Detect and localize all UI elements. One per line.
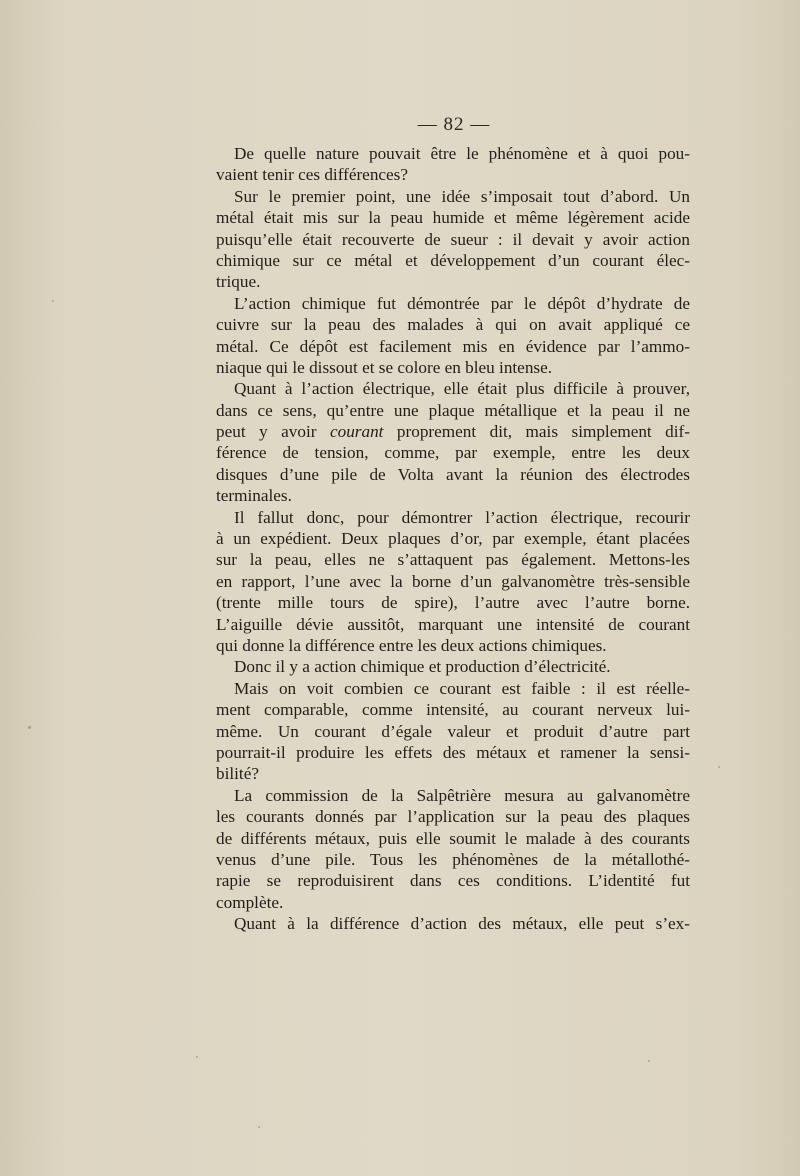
- text-line: [216, 421, 690, 442]
- text-line: complète.: [216, 892, 284, 912]
- text-line: niaque qui le dissout et se colore en bleu intense.: [216, 357, 553, 377]
- italic-word: courant: [329, 422, 384, 442]
- text-line: même. Un courant d’égale valeur et produit d’autre part: [216, 721, 690, 741]
- text-line: rapie se reproduisirent dans ces conditions. L’identité fut: [216, 871, 690, 891]
- text-line: (trente mille tours de spire), l’autre avec l’autre borne.: [216, 593, 690, 613]
- text-segment: proprement dit, mais simplement dif-: [383, 422, 690, 442]
- text-segment: peut y avoir: [216, 422, 330, 442]
- text-line: de différents métaux, puis elle soumit le malade à des courants: [216, 828, 690, 848]
- text-line: métal était mis sur la peau humide et même légèrement acide: [216, 208, 690, 228]
- text-line: trique.: [216, 272, 261, 292]
- text-line: ment comparable, comme intensité, au courant nerveux lui-: [216, 700, 690, 720]
- text-line: L’aiguille dévie aussitôt, marquant une intensité de courant: [216, 614, 690, 634]
- text-line: les courants donnés par l’application sur la peau des plaques: [216, 807, 690, 827]
- text-line: Quant à l’action électrique, elle était plus difficile à prouver,: [234, 379, 690, 399]
- text-line: en rapport, l’une avec la borne d’un galvanomètre très-sensible: [216, 571, 690, 591]
- text-line: cuivre sur la peau des malades à qui on avait appliqué ce: [216, 315, 690, 335]
- paper-speck: [196, 1056, 198, 1058]
- text-line: disques d’une pile de Volta avant la réunion des électrodes: [216, 464, 690, 484]
- text-line: Donc il y a action chimique et production d’électricité.: [234, 657, 611, 677]
- text-line: venus d’une pile. Tous les phénomènes de la métallothé-: [216, 849, 690, 869]
- text-line: vaient tenir ces différences?: [216, 165, 408, 185]
- text-line: chimique sur ce métal et développement d’un courant élec-: [216, 250, 690, 270]
- text-line: dans ce sens, qu’entre une plaque métallique et la peau il ne: [216, 400, 690, 420]
- text-line: à un expédient. Deux plaques d’or, par exemple, étant placées: [216, 529, 690, 549]
- text-line: Mais on voit combien ce courant est faible : il est réelle-: [234, 678, 690, 698]
- text-line: puisqu’elle était recouverte de sueur : il devait y avoir action: [216, 229, 690, 249]
- text-line: férence de tension, comme, par exemple, entre les deux: [216, 443, 690, 463]
- text-line: De quelle nature pouvait être le phénomène et à quoi pou-: [234, 144, 690, 163]
- paper-speck: [648, 1060, 650, 1062]
- paper-speck: [52, 300, 54, 302]
- text-line: métal. Ce dépôt est facilement mis en évidence par l’ammo-: [216, 336, 690, 356]
- text-line: qui donne la différence entre les deux actions chimiques.: [216, 635, 607, 655]
- paper-speck: [718, 766, 720, 768]
- text-line: Il fallut donc, pour démontrer l’action électrique, recourir: [234, 507, 690, 527]
- text-line: Quant à la différence d’action des métaux, elle peut s’ex-: [234, 914, 690, 934]
- text-line: L’action chimique fut démontrée par le dépôt d’hydrate de: [234, 293, 690, 313]
- paper-speck: [258, 1126, 260, 1128]
- text-line: bilité?: [216, 764, 259, 784]
- paper-speck: [28, 726, 31, 729]
- text-line: La commission de la Salpêtrière mesura au galvanomètre: [234, 785, 690, 805]
- body-text: [216, 143, 690, 934]
- text-line: sur la peau, elles ne s’attaquent pas également. Mettons-les: [216, 550, 690, 570]
- text-line: pourrait-il produire les effets des métaux et ramener la sensi-: [216, 742, 690, 762]
- text-line: Sur le premier point, une idée s’imposait tout d’abord. Un: [234, 186, 690, 206]
- page-number: — 82 —: [417, 114, 491, 135]
- text-line: terminales.: [216, 486, 292, 506]
